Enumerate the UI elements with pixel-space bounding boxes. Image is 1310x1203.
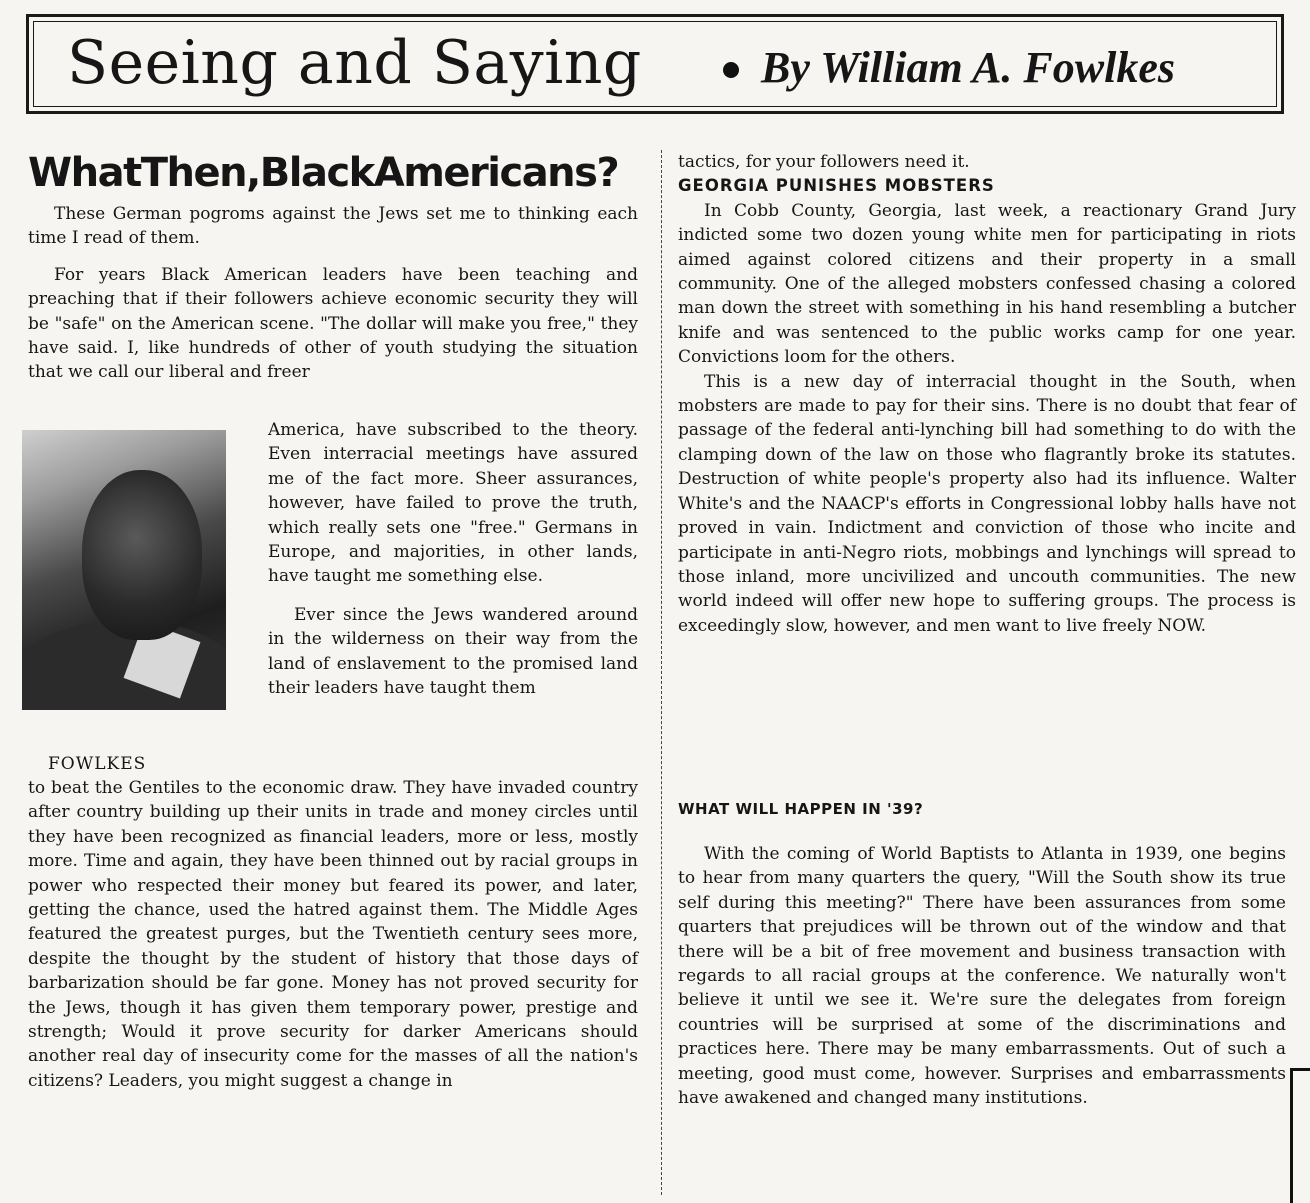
paragraph: In Cobb County, Georgia, last week, a reactionary Grand Jury indicted some two dozen young white men for participating in riots aimed against colored citizens and their property in a small community. One of the alleged mobsters confessed chasing a colored man down the street with something in his hand resembling a butcher knife and was sentenced to the public works camp for one year. Convictions loom for the others.	[678, 200, 1296, 368]
paragraph: For years Black American leaders have been teaching and preaching that if their followers achieve economic security they will be "safe" on the American scene. "The dollar will make you free," they have said. I, like hundreds of other of youth studying the situation that we call our liberal and freer	[28, 264, 638, 383]
photo-caption: FOWLKES	[48, 754, 147, 774]
column-divider	[661, 150, 662, 1195]
byline: By William A. Fowlkes	[761, 43, 1175, 92]
left-column-top	[28, 202, 638, 385]
section-subhead: GEORGIA PUNISHES MOBSTERS	[678, 176, 995, 196]
title-separator-dot	[723, 62, 739, 78]
paragraph: This is a new day of interracial thought in the South, when mobsters are made to pay for their sins. There is no doubt that fear of passage of the federal anti-lynching bill had something to do with the clamping down of the law on those who flagrantly broke its statutes. Destruction of white people's property also had its influence. Walter White's and the NAACP's efforts in Congressional lobby halls have not proved in vain. Indictment and conviction of those who incite and participate in anti-Negro riots, mobbings and lynchings will spread to those inland, more uncivilized and uncouth communities. The new world indeed will offer new hope to suffering groups. The process is exceedingly slow, however, and men want to live freely NOW.	[678, 371, 1296, 636]
right-column	[678, 150, 1296, 638]
right-column-lower	[678, 842, 1286, 1110]
left-column-wrap	[268, 418, 638, 700]
column-title: Seeing and Saying	[67, 28, 642, 98]
left-column-bottom	[28, 776, 638, 1093]
paragraph: These German pogroms against the Jews set me to thinking each time I read of them.	[28, 204, 638, 249]
paragraph: With the coming of World Baptists to Atlanta in 1939, one begins to hear from many quarters the query, "Will the South show its true self during this meeting?" There have been assurances from some quarters that prejudices will be thrown out of the window and that there will be a bit of free movement and business transaction with regards to all racial groups at the conference. We naturally won't believe it until we see it. We're sure the delegates from foreign countries will be surprised at some of the discriminations and practices here. There may be many embarrassments. Out of such a meeting, good must come, however. Surprises and embarrassments have awakened and changed many institutions.	[678, 844, 1286, 1109]
paragraph-continuation: tactics, for your followers need it.	[678, 152, 970, 172]
photo-face-shape	[82, 470, 202, 640]
author-photo	[22, 430, 226, 710]
section-subhead: WHAT WILL HAPPEN IN '39?	[678, 800, 924, 818]
paragraph-continuation: America, have subscribed to the theory. Even interracial meetings have assured me of the fact more. Sheer assurances, however, have failed to prove the truth, which really sets one "free." Germans in Europe, and majorities, in other lands, have taught me something else.	[268, 420, 638, 587]
column-masthead	[26, 14, 1284, 114]
adjacent-column-rule	[1290, 1068, 1310, 1203]
paragraph-continuation: to beat the Gentiles to the economic draw. They have invaded country after country building up their units in trade and money circles until they have been recognized as financial leaders, more or less, mostly more. Time and again, they have been thinned out by racial groups in power who respected their money but feared its power, and later, getting the chance, used the hatred against them. The Middle Ages featured the greatest purges, but the Twentieth century sees more, despite the thought by the student of history that those days of barbarization should be far gone. Money has not proved security for the Jews, though it has given them temporary power, prestige and strength; Would it prove security for darker Americans should another real day of insecurity come for the masses of all the nation's citizens? Leaders, you might suggest a change in	[28, 778, 638, 1091]
paragraph: Ever since the Jews wandered around in the wilderness on their way from the land of enslavement to the promised land their leaders have taught them	[268, 604, 638, 699]
article-headline: WhatThen,BlackAmericans?	[28, 150, 619, 196]
